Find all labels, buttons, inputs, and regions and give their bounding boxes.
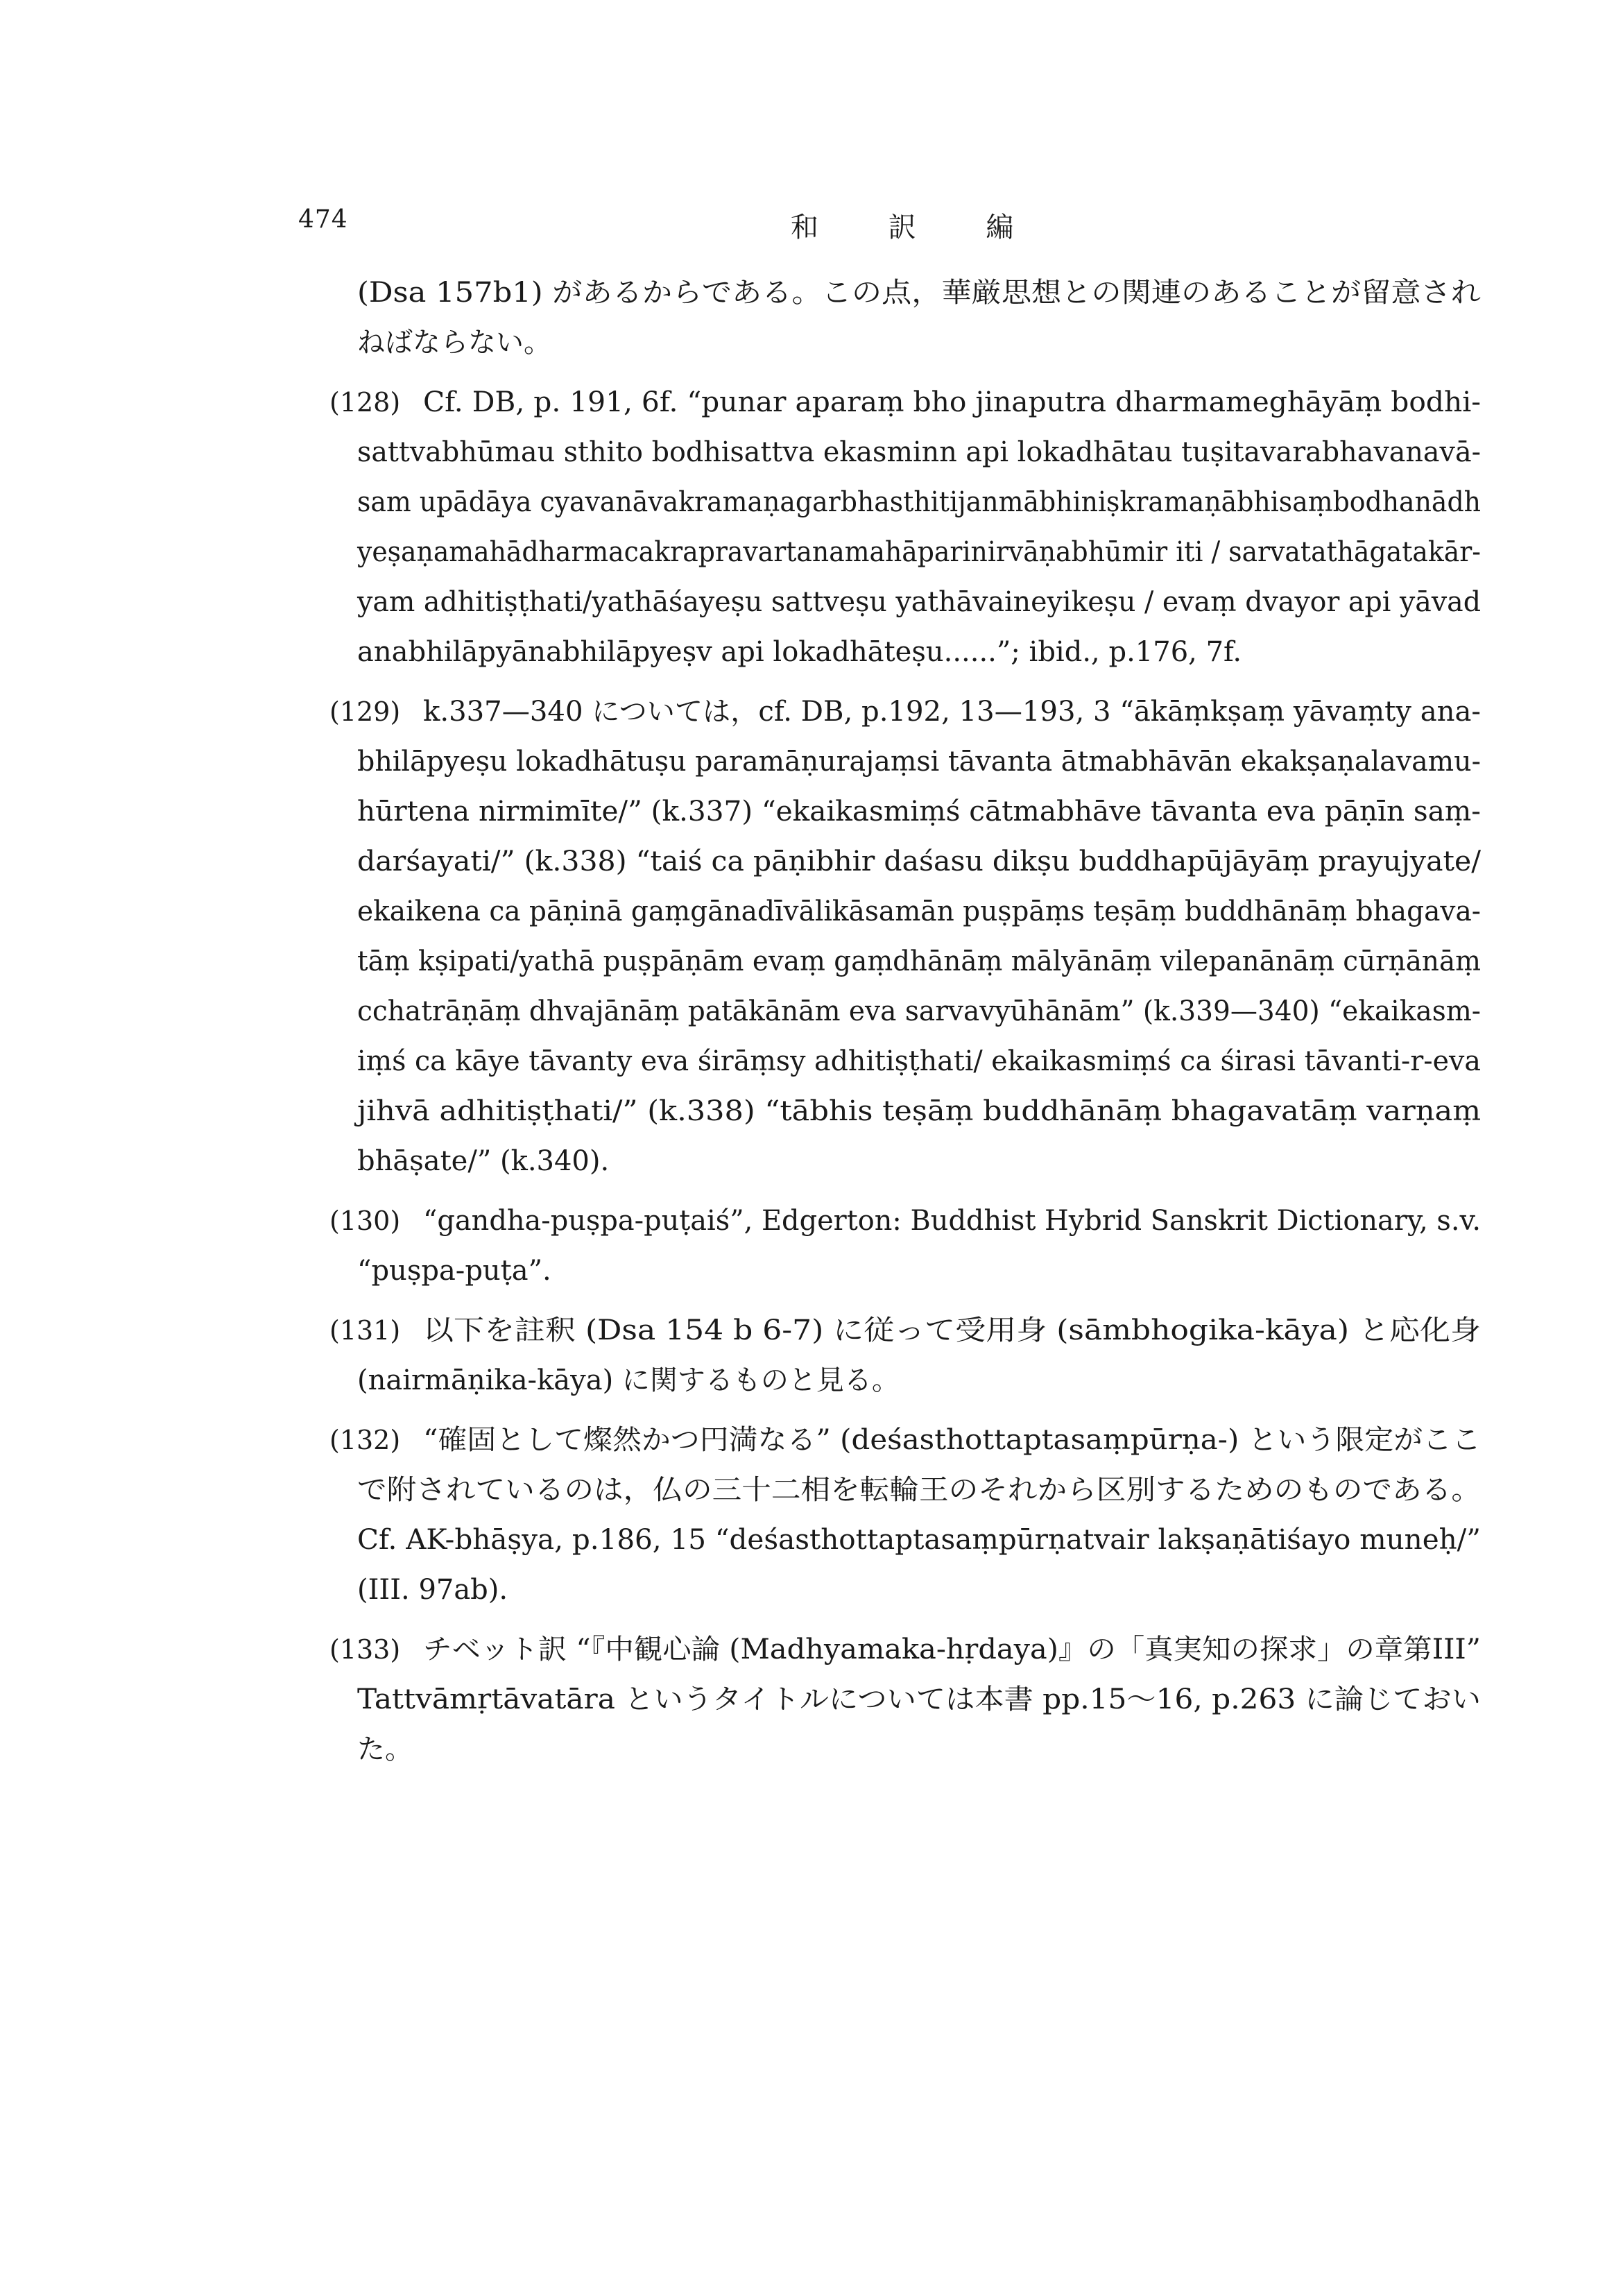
note-number: (129) [329, 696, 401, 727]
note-line: Cf. AK-bhāṣya, p.186, 15 “deśasthottaptasaṃpūrṇatvair lakṣaṇātiśayo muneḥ/” [357, 1524, 1481, 1556]
note-line: Cf. DB, p. 191, 6f. “punar aparaṃ bho jinaputra dharmameghāyāṃ bodhi- [423, 386, 1481, 418]
continuation-line: (Dsa 157b1) があるからである。この点，華厳思想との関連のあることが留意され [357, 277, 1481, 309]
note-line: Tattvāmṛtāvatāra というタイトルについては本書 pp.15～16, p.263 に論じておい [357, 1684, 1481, 1715]
note-number: (128) [329, 387, 401, 418]
note-line: ekaikena ca pāṇinā gaṃgānadīvālikāsamān puṣpāṃs teṣāṃ buddhānāṃ bhagava- [357, 896, 1481, 927]
note-line: yam adhitiṣṭhati/yathāśayeṣu sattveṣu yathāvaineyikeṣu / evaṃ dvayor api yāvad [357, 586, 1481, 618]
note-line: anabhilāpyānabhilāpyeṣv api lokadhāteṣu......”; ibid., p.176, 7f. [357, 636, 1242, 668]
note-line: た。 [357, 1733, 413, 1765]
note-line: (III. 97ab). [357, 1574, 508, 1606]
note-line: bhāṣate/” (k.340). [357, 1145, 610, 1177]
note-number: (132) [329, 1425, 401, 1455]
note-line: sattvabhūmau sthito bodhisattva ekasminn api lokadhātau tuṣitavarabhavanavā- [357, 436, 1481, 468]
note-line: tāṃ kṣipati/yathā puṣpāṇām evaṃ gaṃdhānāṃ mālyānāṃ vilepanānāṃ cūrṇānāṃ [357, 945, 1481, 977]
note-line: sam upādāya cyavanāvakramaṇagarbhasthitijanmābhiniṣkramaṇābhisaṃbodhanādh [357, 486, 1481, 518]
note-line: darśayati/” (k.338) “taiś ca pāṇibhir daśasu dikṣu buddhapūjāyāṃ prayujyate/ [357, 846, 1481, 877]
note-line: “puṣpa-puṭa”. [357, 1255, 551, 1287]
note-line: iṃś ca kāye tāvanty eva śirāṃsy adhitiṣṭhati/ ekaikasmiṃś ca śirasi tāvanti-r-eva [357, 1045, 1481, 1077]
note-line: (nairmāṇika-kāya) に関するものと見る。 [357, 1364, 900, 1396]
note-line: チベット訳 “『中観心論 (Madhyamaka-hṛdaya)』の「真実知の探求」の章第III” [423, 1634, 1481, 1665]
note-number: (133) [329, 1634, 401, 1665]
continuation-line: ねばならない。 [357, 327, 551, 359]
page-number: 474 [298, 205, 348, 234]
note-line: jihvā adhitiṣṭhati/” (k.338) “tābhis teṣāṃ buddhānāṃ bhagavatāṃ varṇaṃ [357, 1095, 1481, 1127]
note-line: bhilāpyeṣu lokadhātuṣu paramāṇurajaṃsi tāvanta ātmabhāvān ekakṣaṇalavamu- [357, 746, 1481, 778]
note-line: hūrtena nirmimīte/” (k.337) “ekaikasmiṃś cātmabhāve tāvanta eva pāṇīn saṃ- [357, 796, 1481, 828]
note-line: 以下を註釈 (Dsa 154 b 6-7) に従って受用身 (sāmbhogika-kāya) と応化身 [423, 1314, 1481, 1346]
note-line: で附されているのは，仏の三十二相を転輪王のそれから区別するためのものである。 [357, 1474, 1481, 1506]
note-line: “確固として燦然かつ円満なる” (deśasthottaptasaṃpūrṇa-) という限定がここ [423, 1424, 1481, 1456]
running-head: 和 訳 編 [791, 212, 1045, 243]
note-number: (130) [329, 1206, 401, 1236]
note-line: cchatrāṇāṃ dhvajānāṃ patākānām eva sarvavyūhānām” (k.339—340) “ekaikasm- [357, 995, 1481, 1027]
note-number: (131) [329, 1315, 401, 1346]
note-line: k.337—340 については，cf. DB, p.192, 13—193, 3 “ākāṃkṣaṃ yāvaṃty ana- [423, 696, 1481, 728]
note-line: yeṣaṇamahādharmacakrapravartanamahāparinirvāṇabhūmir iti / sarvatathāgatakār- [357, 536, 1481, 568]
note-line: “gandha-puṣpa-puṭaiś”, Edgerton: Buddhist Hybrid Sanskrit Dictionary, s.v. [423, 1205, 1481, 1237]
